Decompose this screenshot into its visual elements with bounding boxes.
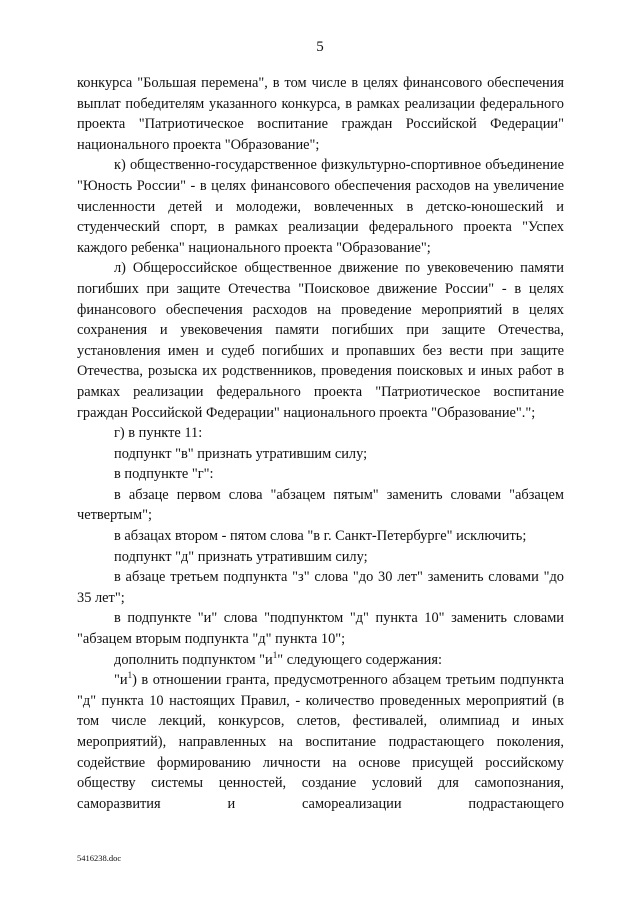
- text-fragment: дополнить подпунктом "и: [114, 651, 273, 668]
- paragraph: л) Общероссийское общественное движение по увековечению памяти погибших при защите Отечества "Поисковое движение России" - в целях финансового обеспечения расходов на проведение мероприятий в целях сохранения и увековечения памяти погибших при защите Отечества, установления имен и судеб погибших и пропавших без вести при защите Отечества, розыска их родственников, проведения поисковых и иных работ в рамках реализации федерального проекта "Патриотическое воспитание граждан Российской Федерации" национального проекта "Образование".";: [77, 260, 564, 421]
- paragraph: в абзаце первом слова "абзацем пятым" заменить словами "абзацем четвертым";: [77, 486, 564, 524]
- paragraph: в абзаце третьем подпункта "з" слова "до 30 лет" заменить словами "до 35 лет";: [77, 569, 564, 606]
- text-fragment: " следующего содержания:: [277, 651, 442, 668]
- superscript: 1: [272, 649, 278, 660]
- footer-filename: 5416238.doc: [77, 853, 122, 863]
- paragraph: подпункт "д" признать утратившим силу;: [114, 548, 368, 565]
- paragraph: к) общественно-государственное физкультурно-спортивное объединение "Юность России" - в целях финансового обеспечения расходов на увеличение численности детей и молодежи, вовлеченных в детско-юношеский и студенческий спорт, в рамках реализации федерального проекта "Успех каждого ребенка" национального проекта "Образование";: [77, 157, 564, 256]
- paragraph: конкурса "Большая перемена", в том числе в целях финансового обеспечения выплат победителям указанного конкурса, в рамках реализации федерального проекта "Патриотическое воспитание граждан Российской Федерации" национального проекта "Образование";: [77, 75, 564, 153]
- text-fragment: "и: [114, 672, 128, 689]
- paragraph-quoted-subpoint: [77, 670, 564, 814]
- superscript: 1: [127, 670, 133, 681]
- text-fragment: ) в отношении гранта, предусмотренного абзацем третьим подпункта "д" пункта 10 настоящих Правил, - количество проведенных мероприятий (в том числе лекций, конкурсов, слетов, фестивалей, олимпиад и иных мероприятий), направленных на воспитание подрастающего поколения, содействие формированию личности на основе присущей российскому обществу системы ценностей, создание условий для самопознания, саморазвития и самореализации подрастающего: [77, 672, 564, 812]
- paragraph: в подпункте "г":: [114, 466, 214, 483]
- paragraph: подпункт "в" признать утратившим силу;: [114, 445, 368, 462]
- document-body: [77, 73, 564, 814]
- paragraph-add-subpoint: [77, 650, 564, 671]
- paragraph: в подпункте "и" слова "подпунктом "д" пункта 10" заменить словами "абзацем вторым подпункта "д" пункта 10";: [77, 610, 564, 648]
- paragraph: г) в пункте 11:: [114, 425, 203, 442]
- paragraph: в абзацах втором - пятом слова "в г. Санкт-Петербурге" исключить;: [114, 528, 527, 545]
- page-number: 5: [316, 39, 324, 55]
